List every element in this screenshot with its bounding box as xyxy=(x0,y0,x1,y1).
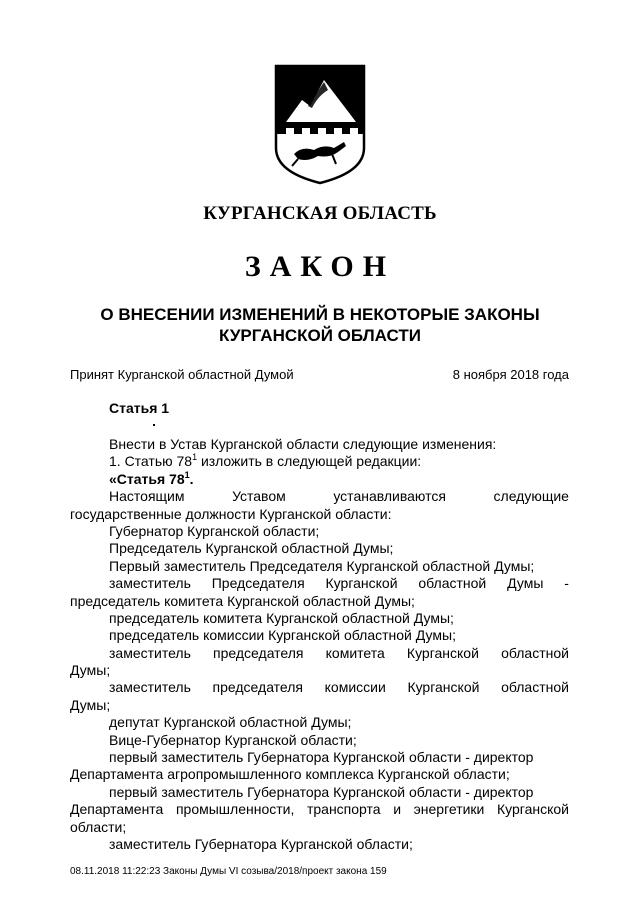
word: областной xyxy=(418,575,487,592)
list-item: Председатель Курганской областной Думы; xyxy=(109,540,394,557)
list-item-continuation: области; xyxy=(70,818,127,835)
adoption-date: 8 ноября 2018 года xyxy=(452,367,569,382)
justified-line xyxy=(70,679,569,696)
word: Курганской xyxy=(407,679,480,696)
word: Думы xyxy=(507,575,544,592)
word: комиссии xyxy=(324,679,386,696)
word: промышленности, xyxy=(175,801,295,818)
word: Курганской xyxy=(406,644,479,661)
justified-line xyxy=(70,575,569,592)
word: Настоящим xyxy=(109,488,185,505)
law-title xyxy=(60,304,580,346)
list-item: председатель комиссии Курганской областной Думы; xyxy=(109,627,456,644)
paragraph: государственные должности Курганской области: xyxy=(70,505,392,522)
justified-line xyxy=(70,488,569,505)
word: и xyxy=(393,801,402,818)
list-item: депутат Курганской областной Думы; xyxy=(109,714,352,731)
document-type: ЗАКОН xyxy=(244,250,396,283)
word: Курганской xyxy=(325,575,398,592)
word: следующие xyxy=(493,488,569,505)
word: устанавливаются xyxy=(333,488,446,505)
list-item-continuation: Думы; xyxy=(70,696,111,713)
list-item: Губернатор Курганской области; xyxy=(109,522,320,539)
word: председателя xyxy=(212,679,303,696)
document-footer: 08.11.2018 11:22:23 Законы Думы VI созыва/2018/проект закона 159 xyxy=(70,866,387,877)
word: Председателя xyxy=(211,575,305,592)
paragraph: 1. Статью $78^1$ изложить в следующей редакции: xyxy=(109,453,422,470)
list-item: заместитель Губернатора Курганской области; xyxy=(109,835,413,852)
word: Курганской xyxy=(496,801,569,818)
region-name: КУРГАНСКАЯ ОБЛАСТЬ xyxy=(203,203,437,224)
list-item: первый заместитель Губернатора Курганской области - директор xyxy=(109,749,534,766)
word: областной xyxy=(501,679,569,696)
word: комитета xyxy=(325,644,385,661)
list-item: первый заместитель Губернатора Курганской области - директор xyxy=(109,783,534,800)
law-body xyxy=(70,400,569,853)
word: заместитель xyxy=(109,679,191,696)
word: областной xyxy=(501,644,569,661)
list-item-continuation: председатель комитета Курганской областной Думы; xyxy=(70,592,415,609)
justified-line xyxy=(70,801,569,818)
word: Уставом xyxy=(232,488,286,505)
list-item: Первый заместитель Председателя Курганской областной Думы; xyxy=(109,557,535,574)
list-item-continuation: Департамента агропромышленного комплекса Курганской области; xyxy=(70,766,510,783)
law-title-line: КУРГАНСКОЙ ОБЛАСТИ xyxy=(219,326,421,345)
word: энергетики xyxy=(413,801,485,818)
list-item: Вице-Губернатор Курганской области; xyxy=(109,731,357,748)
word: заместитель xyxy=(109,644,191,661)
law-title-line: О ВНЕСЕНИИ ИЗМЕНЕНИЙ В НЕКОТОРЫЕ ЗАКОНЫ xyxy=(100,305,540,324)
list-item-continuation: Думы; xyxy=(70,662,111,679)
new-article-heading: «Статья $78^1$. xyxy=(109,470,194,487)
justified-line xyxy=(70,645,569,662)
article-heading: Статья 1 xyxy=(109,400,170,416)
paragraph: Внести в Устав Курганской области следующие изменения: xyxy=(109,436,497,452)
list-item: председатель комитета Курганской областной Думы; xyxy=(109,609,454,626)
coat-of-arms-emblem xyxy=(272,62,368,186)
adopted-by: Принят Курганской областной Думой xyxy=(70,367,294,382)
word: - xyxy=(564,575,569,592)
word: Департамента xyxy=(70,801,164,818)
word: заместитель xyxy=(109,575,191,592)
word: транспорта xyxy=(306,801,381,818)
word: председателя xyxy=(213,644,304,661)
